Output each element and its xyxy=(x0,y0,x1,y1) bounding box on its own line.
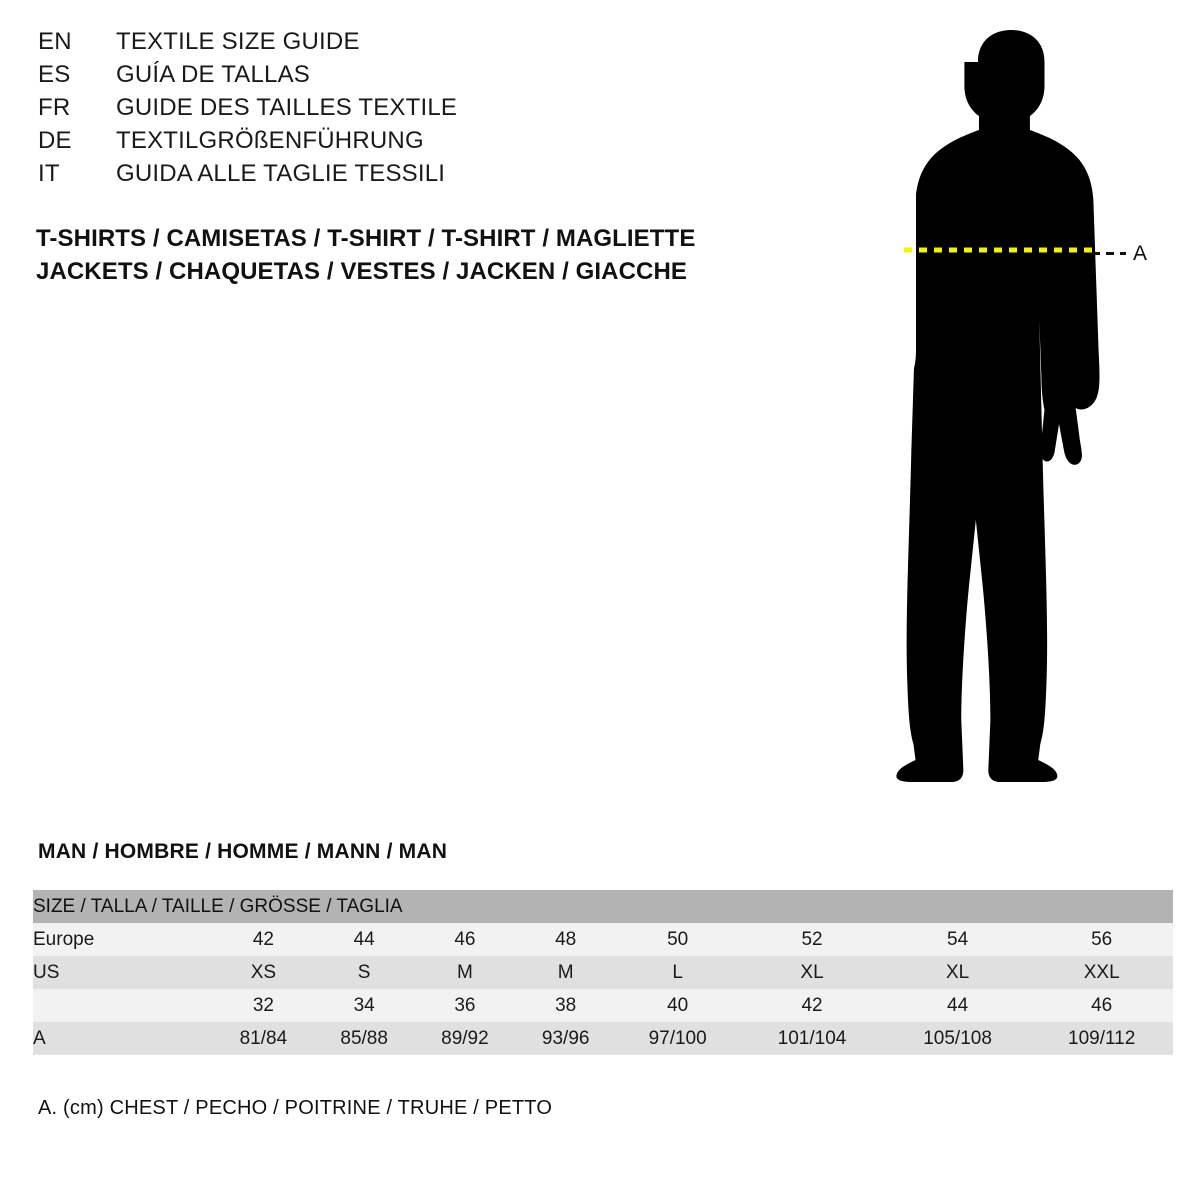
row-value: XL xyxy=(885,956,1031,989)
row-value: 54 xyxy=(885,923,1031,956)
row-value: 32 xyxy=(213,989,314,1022)
language-title: TEXTILGRÖßENFÜHRUNG xyxy=(116,127,424,154)
row-value: 34 xyxy=(314,989,415,1022)
row-value: XXL xyxy=(1030,956,1173,989)
male-silhouette-icon xyxy=(840,20,1180,800)
row-value: XS xyxy=(213,956,314,989)
category-block xyxy=(36,222,776,288)
row-value: XL xyxy=(739,956,885,989)
row-value: 42 xyxy=(739,989,885,1022)
row-value: 101/104 xyxy=(739,1022,885,1055)
row-value: 42 xyxy=(213,923,314,956)
row-value: 44 xyxy=(314,923,415,956)
row-value: 56 xyxy=(1030,923,1173,956)
language-row xyxy=(38,127,758,160)
chest-measure-line xyxy=(902,244,1102,256)
language-row xyxy=(38,61,758,94)
callout-leader-line xyxy=(1092,252,1126,255)
table-row xyxy=(33,956,1173,989)
row-label: A xyxy=(33,1022,213,1055)
language-title: GUÍA DE TALLAS xyxy=(116,61,310,88)
row-value: M xyxy=(415,956,516,989)
language-title: GUIDA ALLE TAGLIE TESSILI xyxy=(116,160,446,187)
row-value: 81/84 xyxy=(213,1022,314,1055)
row-value: 46 xyxy=(415,923,516,956)
category-tshirts: T-SHIRTS / CAMISETAS / T-SHIRT / T-SHIRT / MAGLIETTE xyxy=(36,225,696,252)
language-code: FR xyxy=(38,94,71,121)
table-footnote: A. (cm) CHEST / PECHO / POITRINE / TRUHE / PETTO xyxy=(38,1097,553,1119)
row-value: S xyxy=(314,956,415,989)
row-value: 50 xyxy=(616,923,739,956)
language-title: GUIDE DES TAILLES TEXTILE xyxy=(116,94,458,121)
language-header-block xyxy=(38,28,758,193)
row-value: 85/88 xyxy=(314,1022,415,1055)
row-value: 105/108 xyxy=(885,1022,1031,1055)
row-value: 97/100 xyxy=(616,1022,739,1055)
language-row xyxy=(38,28,758,61)
body-figure xyxy=(840,20,1180,800)
language-row xyxy=(38,94,758,127)
row-value: 89/92 xyxy=(415,1022,516,1055)
language-code: IT xyxy=(38,160,60,187)
table-row xyxy=(33,1022,1173,1055)
language-code: DE xyxy=(38,127,72,154)
callout-label-a: A xyxy=(1133,242,1148,265)
table-section-title: MAN / HOMBRE / HOMME / MANN / MAN xyxy=(38,840,448,863)
row-label: Europe xyxy=(33,923,213,956)
row-value: 93/96 xyxy=(515,1022,616,1055)
row-value: L xyxy=(616,956,739,989)
row-value: M xyxy=(515,956,616,989)
row-value: 46 xyxy=(1030,989,1173,1022)
row-value: 44 xyxy=(885,989,1031,1022)
row-label xyxy=(33,989,213,1022)
row-value: 52 xyxy=(739,923,885,956)
row-value: 40 xyxy=(616,989,739,1022)
table-row xyxy=(33,923,1173,956)
row-value: 109/112 xyxy=(1030,1022,1173,1055)
table-row xyxy=(33,989,1173,1022)
category-jackets: JACKETS / CHAQUETAS / VESTES / JACKEN / GIACCHE xyxy=(36,258,688,285)
size-table xyxy=(33,890,1173,1055)
language-code: EN xyxy=(38,28,72,55)
language-code: ES xyxy=(38,61,71,88)
row-value: 36 xyxy=(415,989,516,1022)
language-row xyxy=(38,160,758,193)
row-value: 38 xyxy=(515,989,616,1022)
table-header-row xyxy=(33,890,1173,923)
row-label: US xyxy=(33,956,213,989)
language-title: TEXTILE SIZE GUIDE xyxy=(116,28,360,55)
table-header-label: SIZE / TALLA / TAILLE / GRÖSSE / TAGLIA xyxy=(33,890,1173,923)
row-value: 48 xyxy=(515,923,616,956)
